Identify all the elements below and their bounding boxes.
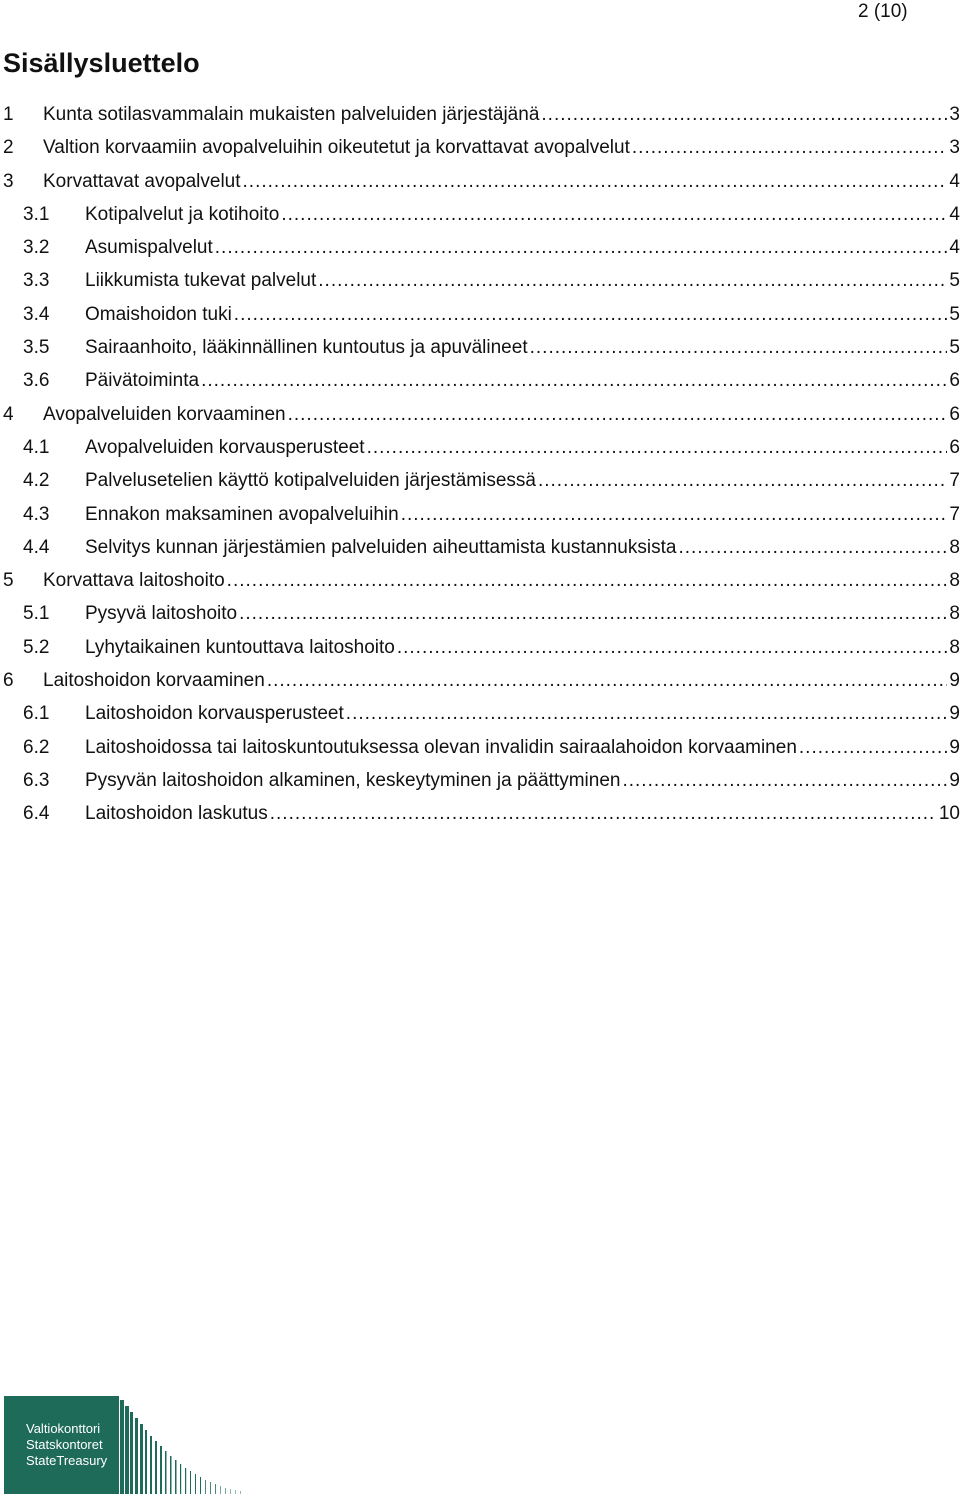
toc-entry-page: 3 xyxy=(949,104,960,125)
toc-entry-title: Liikkumista tukevat palvelut xyxy=(85,270,317,292)
toc-entry-3[interactable] xyxy=(3,165,960,198)
dot-leader xyxy=(799,731,948,764)
toc-entry-page: 3 xyxy=(949,137,960,159)
toc-entry-5-2[interactable] xyxy=(3,631,960,664)
toc-entry-title: Palvelusetelien käyttö kotipalveluiden järjestämisessä xyxy=(85,470,536,492)
toc-entry-number: 2 xyxy=(3,137,14,159)
toc-entry-3-3[interactable] xyxy=(3,264,960,297)
toc-entry-number: 1 xyxy=(3,104,14,125)
toc-entry-3-4[interactable] xyxy=(3,298,960,331)
toc-entry-2[interactable] xyxy=(3,131,960,164)
toc-entry-5-1[interactable] xyxy=(3,597,960,630)
toc-entry-title: Ennakon maksaminen avopalveluihin xyxy=(85,503,399,525)
toc-entry-page: 4 xyxy=(949,237,960,259)
toc-entry-4-2[interactable] xyxy=(3,464,960,497)
toc-entry-1[interactable] xyxy=(3,98,960,131)
toc-entry-page: 9 xyxy=(949,736,960,758)
toc-entry-number: 6.2 xyxy=(23,736,50,758)
toc-entry-number: 5.2 xyxy=(23,636,50,658)
toc-entry-title: Laitoshoidon korvaaminen xyxy=(43,670,265,692)
dot-leader xyxy=(367,431,948,464)
logo-wave-icon xyxy=(114,1396,241,1494)
dot-leader xyxy=(397,631,948,664)
dot-leader xyxy=(538,464,947,497)
dot-leader xyxy=(401,498,948,531)
toc-entry-number: 6.3 xyxy=(23,769,50,791)
toc-entry-number: 4.2 xyxy=(23,470,50,492)
toc-entry-6-1[interactable] xyxy=(3,697,960,730)
toc-entry-title: Korvattava laitoshoito xyxy=(43,570,225,592)
table-of-contents xyxy=(3,98,960,831)
toc-entry-page: 4 xyxy=(949,203,960,225)
toc-entry-title: Avopalveluiden korvaaminen xyxy=(43,403,286,425)
toc-entry-number: 3.1 xyxy=(23,203,50,225)
dot-leader xyxy=(281,198,947,231)
toc-entry-6-2[interactable] xyxy=(3,731,960,764)
logo-text-line-3: StateTreasury xyxy=(26,1453,108,1468)
toc-entry-number: 5 xyxy=(3,570,14,592)
dot-leader xyxy=(541,98,947,131)
toc-entry-number: 3.3 xyxy=(23,270,50,292)
dot-leader xyxy=(678,531,947,564)
toc-entry-title: Korvattavat avopalvelut xyxy=(43,170,241,192)
toc-entry-title: Pysyvä laitoshoito xyxy=(85,603,238,625)
toc-entry-3-1[interactable] xyxy=(3,198,960,231)
toc-entry-title: Laitoshoidon korvausperusteet xyxy=(85,703,344,725)
toc-entry-title: Laitoshoidossa tai laitoskuntoutuksessa olevan invalidin sairaalahoidon korvaaminen xyxy=(85,736,797,758)
dot-leader xyxy=(215,231,948,264)
toc-entry-title: Lyhytaikainen kuntouttava laitoshoito xyxy=(85,636,395,658)
dot-leader xyxy=(201,364,947,397)
toc-entry-title: Kotipalvelut ja kotihoito xyxy=(85,203,280,225)
toc-entry-6[interactable] xyxy=(3,664,960,697)
dot-leader xyxy=(622,764,947,797)
toc-entry-number: 4 xyxy=(3,403,14,425)
toc-entry-number: 3 xyxy=(3,170,14,192)
toc-entry-page: 10 xyxy=(938,803,960,825)
dot-leader xyxy=(267,664,948,697)
dot-leader xyxy=(632,131,948,164)
toc-entry-page: 8 xyxy=(949,636,960,658)
toc-entry-4-4[interactable] xyxy=(3,531,960,564)
toc-entry-title: Päivätoiminta xyxy=(85,370,200,392)
toc-title: Sisällysluettelo xyxy=(3,48,200,78)
toc-entry-page: 7 xyxy=(949,470,960,492)
toc-entry-page: 6 xyxy=(949,403,960,425)
toc-entry-4[interactable] xyxy=(3,398,960,431)
toc-entry-title: Sairaanhoito, lääkinnällinen kuntoutus ja apuvälineet xyxy=(85,337,528,359)
toc-entry-number: 3.6 xyxy=(23,370,50,392)
toc-entry-page: 5 xyxy=(949,337,960,359)
toc-entry-title: Laitoshoidon laskutus xyxy=(85,803,268,825)
toc-entry-3-5[interactable] xyxy=(3,331,960,364)
toc-entry-number: 5.1 xyxy=(23,603,50,625)
toc-entry-page: 6 xyxy=(949,370,960,392)
toc-entry-3-2[interactable] xyxy=(3,231,960,264)
toc-entry-number: 3.5 xyxy=(23,337,50,359)
page-number: 2 (10) xyxy=(858,1,908,22)
toc-entry-title: Omaishoidon tuki xyxy=(85,303,232,325)
toc-entry-page: 8 xyxy=(949,570,960,592)
toc-entry-title: Kunta sotilasvammalain mukaisten palveluiden järjestäjänä xyxy=(43,104,540,125)
logo-text-line-2: Statskontoret xyxy=(26,1437,103,1452)
toc-entry-number: 3.4 xyxy=(23,303,50,325)
state-treasury-logo xyxy=(4,1396,246,1494)
toc-entry-page: 9 xyxy=(949,670,960,692)
dot-leader xyxy=(346,697,948,730)
toc-entry-4-1[interactable] xyxy=(3,431,960,464)
dot-leader xyxy=(234,298,948,331)
toc-entry-number: 4.1 xyxy=(23,436,50,458)
dot-leader xyxy=(288,398,948,431)
dot-leader xyxy=(239,597,947,630)
toc-entry-6-4[interactable] xyxy=(3,797,960,830)
logo-text-line-1: Valtiokonttori xyxy=(26,1421,101,1436)
dot-leader xyxy=(270,797,937,830)
toc-entry-page: 8 xyxy=(949,603,960,625)
dot-leader xyxy=(318,264,947,297)
toc-entry-number: 4.3 xyxy=(23,503,50,525)
toc-entry-page: 6 xyxy=(949,436,960,458)
dot-leader xyxy=(530,331,948,364)
toc-entry-number: 6 xyxy=(3,670,14,692)
toc-entry-4-3[interactable] xyxy=(3,498,960,531)
toc-entry-number: 3.2 xyxy=(23,237,50,259)
toc-entry-page: 5 xyxy=(949,303,960,325)
toc-entry-page: 9 xyxy=(949,769,960,791)
toc-entry-number: 6.1 xyxy=(23,703,50,725)
toc-entry-number: 6.4 xyxy=(23,803,50,825)
toc-entry-page: 7 xyxy=(949,503,960,525)
toc-entry-title: Asumispalvelut xyxy=(85,237,213,259)
toc-entry-title: Selvitys kunnan järjestämien palveluiden aiheuttamista kustannuksista xyxy=(85,536,677,558)
dot-leader xyxy=(243,165,948,198)
toc-entry-title: Avopalveluiden korvausperusteet xyxy=(85,436,365,458)
toc-entry-page: 4 xyxy=(949,170,960,192)
dot-leader xyxy=(227,564,948,597)
toc-entry-page: 8 xyxy=(949,536,960,558)
toc-entry-number: 4.4 xyxy=(23,536,50,558)
toc-entry-3-6[interactable] xyxy=(3,364,960,397)
toc-entry-page: 5 xyxy=(949,270,960,292)
toc-entry-6-3[interactable] xyxy=(3,764,960,797)
toc-entry-page: 9 xyxy=(949,703,960,725)
toc-entry-5[interactable] xyxy=(3,564,960,597)
toc-entry-title: Pysyvän laitoshoidon alkaminen, keskeytyminen ja päättyminen xyxy=(85,769,621,791)
toc-entry-title: Valtion korvaamiin avopalveluihin oikeutetut ja korvattavat avopalvelut xyxy=(43,137,630,159)
